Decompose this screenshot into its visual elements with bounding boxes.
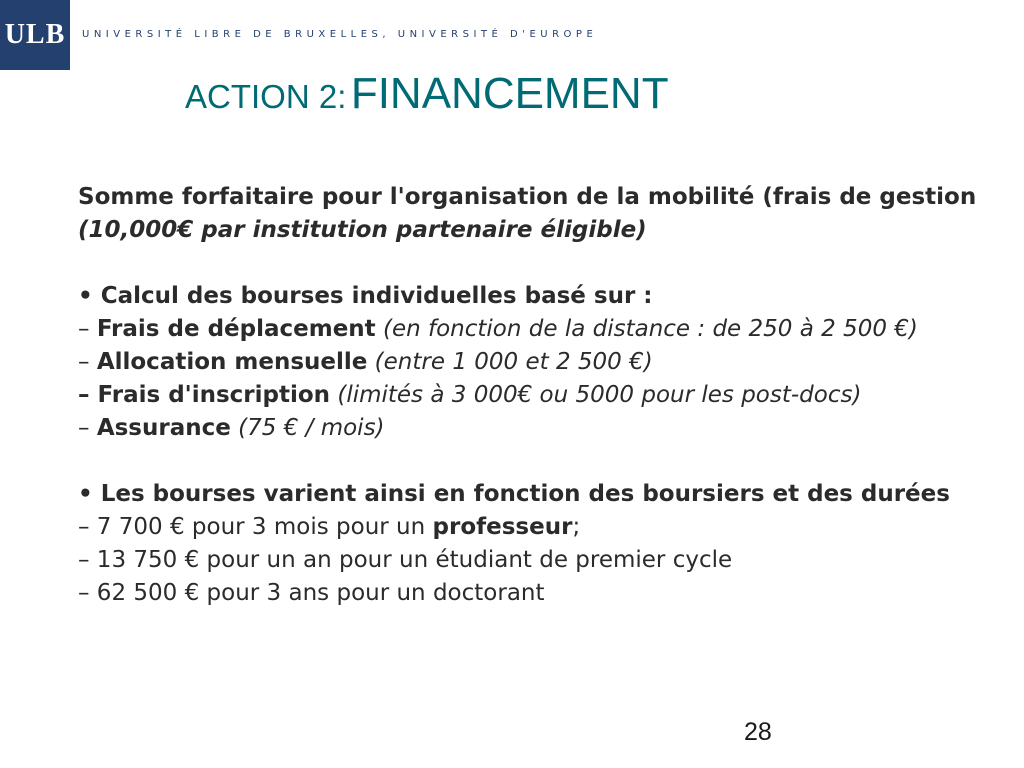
logo-text: ULB <box>4 19 66 50</box>
list-item: – Assurance (75 € / mois) <box>78 415 385 441</box>
section1-heading: • Calcul des bourses individuelles basé sur : <box>78 283 653 309</box>
slide-body <box>78 184 983 606</box>
list-item: – 62 500 € pour 3 ans pour un doctorant <box>78 580 545 606</box>
title-main: FINANCEMENT <box>350 69 669 118</box>
university-tagline: UNIVERSITÉ LIBRE DE BRUXELLES, UNIVERSITÉ D'EUROPE <box>82 29 598 40</box>
section2-heading: • Les bourses varient ainsi en fonction des boursiers et des durées <box>78 481 950 507</box>
list-item: – Frais de déplacement (en fonction de la distance : de 250 à 2 500 €) <box>78 316 918 342</box>
list-item: – Allocation mensuelle (entre 1 000 et 2 500 €) <box>78 349 653 375</box>
title-prefix: ACTION 2: <box>185 78 347 115</box>
intro-line: Somme forfaitaire pour l'organisation de la mobilité (frais de gestion <box>78 184 977 210</box>
list-item: – 7 700 € pour 3 mois pour un professeur; <box>78 514 581 540</box>
page-number: 28 <box>744 718 772 746</box>
list-item: – 13 750 € pour un an pour un étudiant de premier cycle <box>78 547 733 573</box>
list-item: – Frais d'inscription (limités à 3 000€ ou 5000 pour les post-docs) <box>78 382 862 408</box>
slide-title <box>185 69 669 118</box>
ulb-logo <box>0 0 70 70</box>
intro-note: (10,000€ par institution partenaire éligible) <box>78 217 647 243</box>
